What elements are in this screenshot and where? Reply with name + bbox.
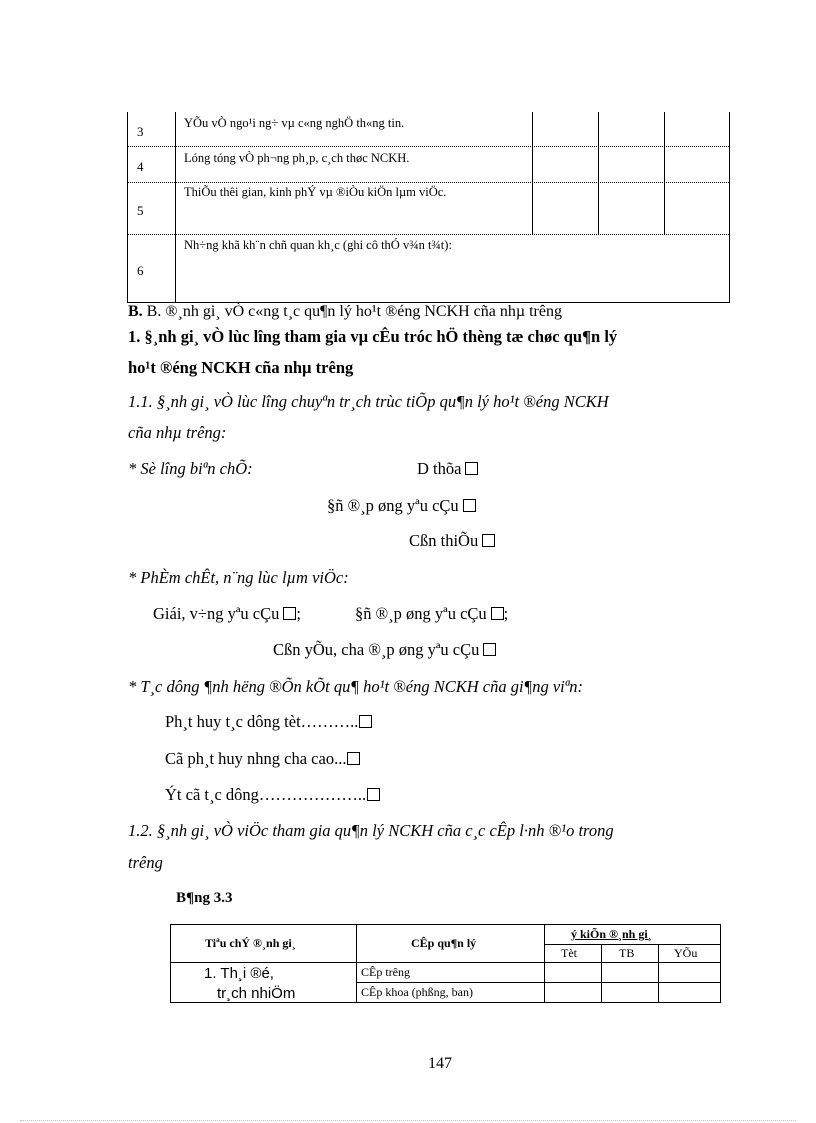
option-label: Ph¸t huy t¸c dông tèt……….. — [165, 712, 359, 731]
option-label: Giái, v÷ng yªu cÇu — [153, 604, 280, 623]
question-quality: * PhÈm chÊt, n¨ng lùc lµm viÖc: — [128, 568, 349, 587]
option-adequate[interactable] — [355, 604, 508, 624]
criteria-line-2: tr¸ch nhiÖm — [217, 985, 296, 1001]
checkbox[interactable] — [483, 643, 496, 656]
checkbox[interactable] — [367, 788, 380, 801]
option-sufficient[interactable] — [327, 496, 476, 516]
section-b-text: B. ®¸nh gi¸ vÒ c«ng t¸c qu¶n lý ho¹t ®éng NCKH cña nhµ trêng — [146, 303, 562, 320]
option-label: Ýt cã t¸c dông……………….. — [165, 785, 367, 804]
option-partial[interactable] — [165, 749, 360, 769]
table-caption: B¶ng 3.3 — [176, 890, 233, 906]
row-number: 5 — [137, 203, 144, 218]
option-good[interactable] — [153, 604, 301, 624]
column-divider — [601, 944, 602, 1002]
page-number: 147 — [428, 1055, 452, 1072]
table-row — [128, 112, 729, 145]
row-text: ThiÕu thêi gian, kinh phÝ vµ ®iÒu kiÖn lµm viÖc. — [184, 185, 447, 199]
row-text: Nh÷ng khã kh¨n chñ quan kh¸c (ghi cô thÓ v¾n t¾t): — [184, 238, 452, 252]
column-divider — [598, 112, 599, 234]
question-staff-count: * Sè lîng biªn chÕ: — [128, 459, 253, 478]
row-number: 6 — [137, 263, 144, 278]
option-effective[interactable] — [165, 712, 372, 732]
option-label: §ñ ®¸p øng yªu cÇu — [355, 604, 487, 623]
option-label: §ñ ®¸p øng yªu cÇu — [327, 496, 459, 515]
row-text: Lóng tóng vÒ ph¬ng ph¸p, c¸ch thøc NCKH. — [184, 151, 410, 165]
management-table — [170, 924, 721, 1003]
option-label: Cßn yÕu, cha ®¸p øng yªu cÇu — [273, 640, 480, 659]
criteria-line-1: 1. Th¸i ®é, — [204, 965, 274, 982]
row-divider — [171, 962, 720, 963]
option-label: Cã ph¸t huy nhng cha cao... — [165, 749, 347, 768]
checkbox[interactable] — [359, 715, 372, 728]
option-little[interactable] — [165, 785, 380, 805]
section-b-heading: B. B. ®¸nh gi¸ vÒ c«ng t¸c qu¶n lý ho¹t ®éng NCKH cña nhµ trêng — [128, 303, 562, 320]
page-edge — [20, 1120, 796, 1121]
checkbox[interactable] — [283, 607, 296, 620]
option-lacking[interactable] — [409, 531, 495, 551]
option-label: Cßn thiÕu — [409, 531, 479, 550]
separator: ; — [296, 604, 301, 623]
evaluation-table-top — [127, 112, 730, 303]
row-text: YÕu vÒ ngo¹i ng÷ vµ c«ng nghÖ th«ng tin. — [184, 116, 405, 130]
header-level: CÊp qu¶n lý — [411, 936, 477, 950]
table-row — [128, 182, 729, 235]
row-divider — [544, 944, 720, 945]
question-impact: * T¸c dông ¶nh hëng ®Õn kÕt qu¶ ho¹t ®éng NCKH cña gi¶ng viªn: — [128, 677, 584, 696]
column-divider — [664, 112, 665, 234]
row-number: 4 — [137, 159, 144, 174]
subheading-1-2-line-2: trêng — [128, 853, 163, 872]
heading-1-line-2: ho¹t ®éng NCKH cña nhµ trêng — [128, 358, 354, 377]
subheading-1-1-line-1: 1.1. §¸nh gi¸ vÒ lùc lîng chuyªn tr¸ch trùc tiÕp qu¶n lý ho¹t ®éng NCKH — [128, 392, 609, 411]
header-good: Tèt — [561, 946, 577, 960]
checkbox[interactable] — [463, 499, 476, 512]
checkbox[interactable] — [347, 752, 360, 765]
header-average: TB — [619, 946, 635, 960]
table-row — [128, 146, 729, 181]
level-school: CÊp trêng — [361, 965, 410, 979]
column-divider — [356, 925, 357, 1002]
checkbox[interactable] — [465, 462, 478, 475]
column-divider — [532, 112, 533, 234]
column-divider — [175, 112, 176, 302]
option-label: D thõa — [417, 459, 462, 478]
header-weak: YÕu — [674, 946, 698, 960]
header-opinion: ý kiÕn ®¸nh gi¸ — [571, 927, 652, 941]
checkbox[interactable] — [482, 534, 495, 547]
option-surplus[interactable] — [417, 459, 478, 479]
heading-1-line-1: 1. §¸nh gi¸ vÒ lùc lîng tham gia vµ cÊu tróc hÖ thèng tæ chøc qu¶n lý — [128, 327, 618, 346]
header-criteria: Tiªu chÝ ®¸nh gi¸ — [205, 936, 296, 950]
checkbox[interactable] — [491, 607, 504, 620]
row-number: 3 — [137, 124, 144, 139]
level-faculty: CÊp khoa (phßng, ban) — [361, 985, 473, 999]
column-divider — [658, 944, 659, 1002]
subheading-1-1-line-2: cña nhµ trêng: — [128, 423, 227, 442]
table-row — [128, 234, 729, 302]
separator: ; — [503, 604, 509, 623]
row-divider — [356, 982, 720, 983]
option-weak[interactable] — [273, 640, 496, 660]
subheading-1-2-line-1: 1.2. §¸nh gi¸ vÒ viÖc tham gia qu¶n lý NCKH cña c¸c cÊp l·nh ®¹o trong — [128, 821, 614, 840]
column-divider — [544, 925, 545, 1002]
